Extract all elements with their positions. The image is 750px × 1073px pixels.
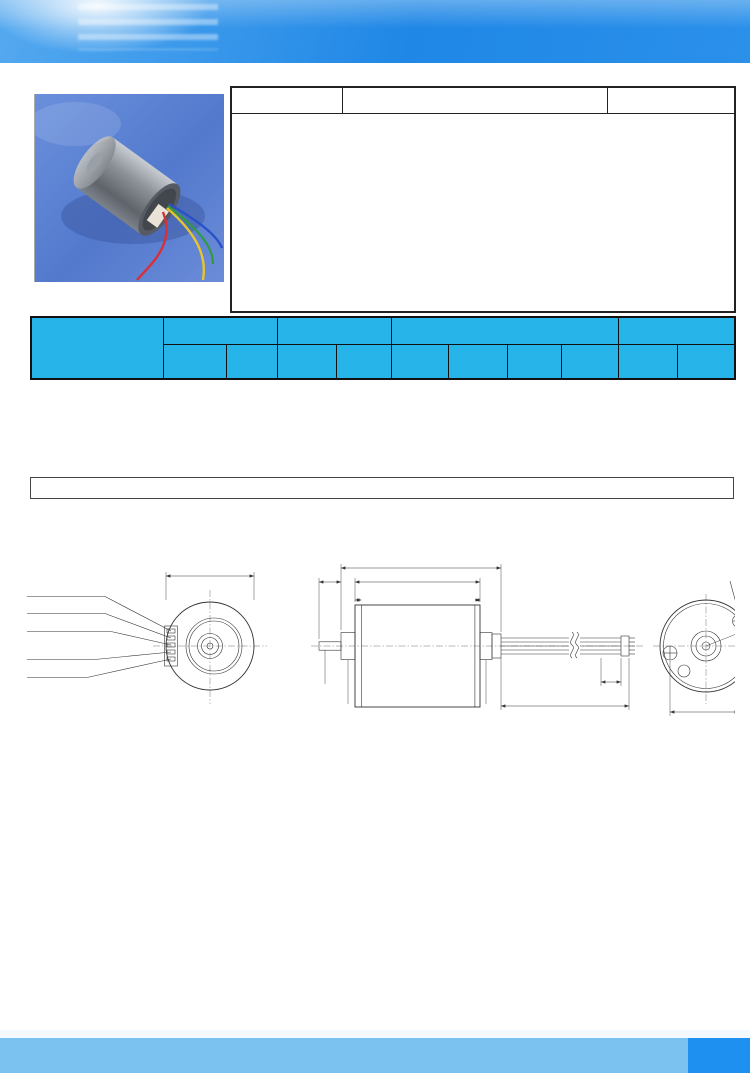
header-banner: [0, 0, 750, 63]
notice-box: [30, 477, 734, 499]
spec-header-groups: [31, 317, 735, 345]
side-view: [311, 564, 643, 710]
output-power: [343, 88, 608, 113]
group-no-load: [277, 317, 391, 345]
header-table: [230, 86, 736, 313]
chart-header: [385, 773, 737, 797]
col-rated-speed: [448, 345, 507, 380]
chart-plot: [385, 797, 737, 1019]
col-stall-torque: [619, 345, 678, 380]
footer-divider: [0, 1030, 750, 1038]
group-voltage: [163, 317, 277, 345]
group-rated-load: [391, 317, 619, 345]
chart-header: [30, 773, 382, 797]
col-rated-torque: [391, 345, 448, 380]
footer-banner: [0, 1038, 750, 1073]
col-rated: [226, 345, 277, 380]
footer-accent-block: [688, 1038, 750, 1073]
product-photo: [34, 94, 224, 282]
col-operating-range: [163, 345, 226, 380]
rear-view: [653, 581, 735, 716]
model-number: [232, 88, 343, 113]
col-output-power: [562, 345, 619, 380]
col-stall-current: [678, 345, 735, 380]
outline-drawing: [25, 554, 735, 742]
front-view: [27, 572, 267, 704]
col-noload-speed: [277, 345, 336, 380]
typical-applications: [232, 114, 734, 117]
chart-plot: [30, 797, 382, 1019]
performance-chart-s02: [30, 773, 382, 1019]
performance-chart-s04: [385, 773, 737, 1019]
col-noload-current: [336, 345, 391, 380]
header-table-row1: [232, 88, 734, 114]
spec-table: [30, 316, 736, 380]
col-model: [31, 317, 163, 379]
col-rated-current: [507, 345, 562, 380]
group-stall: [619, 317, 735, 345]
motor-photo-illustration: [35, 94, 224, 282]
